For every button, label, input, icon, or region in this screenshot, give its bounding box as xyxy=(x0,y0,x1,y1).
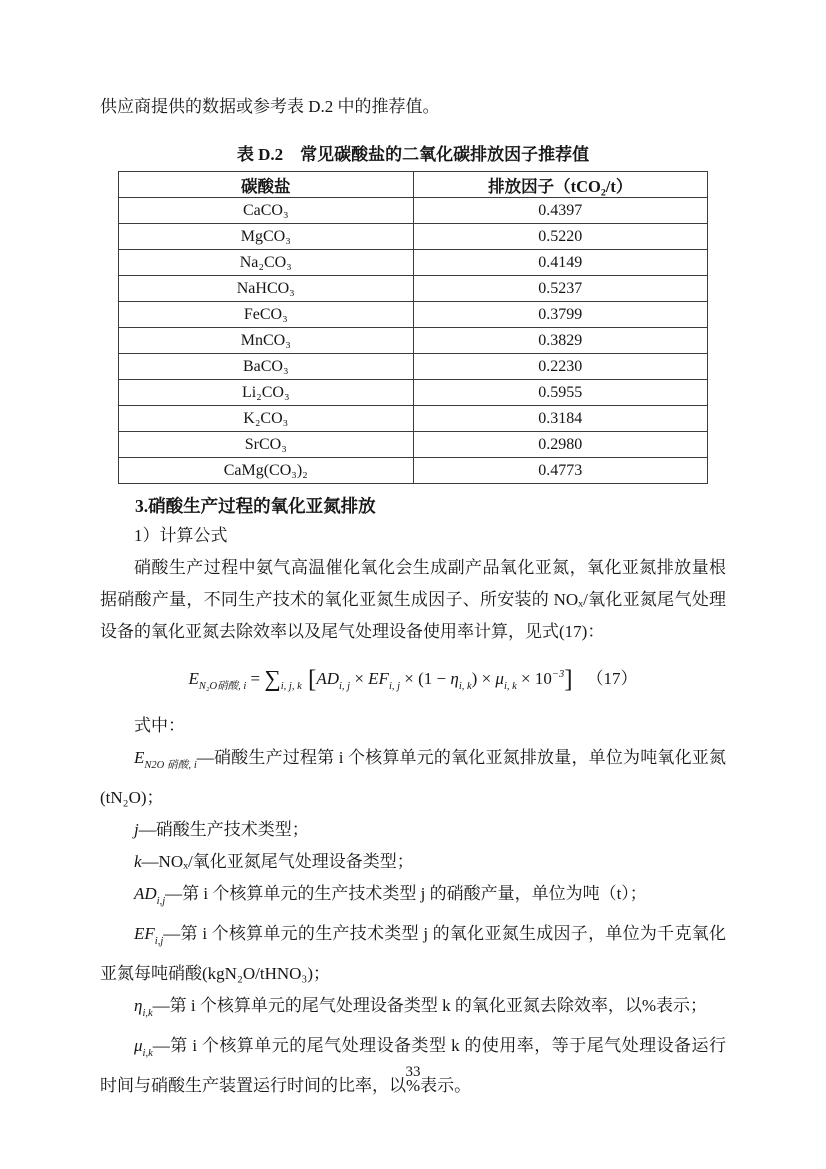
table-row xyxy=(119,302,708,328)
carbonate-cell: MgCO₃ xyxy=(119,224,414,250)
where-label: 式中： xyxy=(134,716,185,735)
factor-cell: 0.2980 xyxy=(413,432,708,458)
carbonate-cell: CaCO₃ xyxy=(119,198,414,224)
carbonate-cell: K₂CO₃ xyxy=(119,406,414,432)
table-row xyxy=(119,224,708,250)
definition-eta: $\eta_{i,k}—$第 i 个核算单元的尾气处理设备类型 k 的氧化亚氮去除效率，以%表示； xyxy=(134,996,708,1019)
factor-cell: 0.5237 xyxy=(413,276,708,302)
section-3-heading: 3.硝酸生产过程的氧化亚氮排放 xyxy=(135,496,376,516)
carbonate-cell: Li₂CO₃ xyxy=(119,380,414,406)
table-title: 表 D.2 常见碳酸盐的二氧化碳排放因子推荐值 xyxy=(236,145,590,164)
carbonate-cell: SrCO₃ xyxy=(119,432,414,458)
factor-cell: 0.5955 xyxy=(413,380,708,406)
table-row xyxy=(119,328,708,354)
table-row xyxy=(119,432,708,458)
equation-17 xyxy=(100,656,726,706)
carbonate-cell: CaMg(CO₃)₂ xyxy=(119,458,414,484)
carbonate-emission-factor-table xyxy=(118,171,708,484)
table-row xyxy=(119,276,708,302)
equation-17-expression: $E_{N_2O硝酸, i} = \sum_{i, j, k}$ $[AD_{i, j} \times EF_{i, j} \times (1 - \eta_{i, k}) \times \mu_{i, k} \times 10^{-3}]$ xyxy=(188,666,573,693)
definition-mu: $\mu_{i,k}—$第 i 个核算单元的尾气处理设备类型 k 的使用率，等于尾气处理设备运行时间与硝酸生产装置运行时间的比率，以%表示。 xyxy=(100,1036,726,1095)
table-row xyxy=(119,458,708,484)
definition-k: k—NOₓ/氧化亚氮尾气处理设备类型； xyxy=(134,852,414,871)
subheading-calculation-formula: 1）计算公式 xyxy=(134,526,228,545)
factor-cell: 0.4397 xyxy=(413,198,708,224)
factor-cell: 0.3799 xyxy=(413,302,708,328)
carbonate-cell: FeCO₃ xyxy=(119,302,414,328)
definition-ad: $AD_{i,j}—$第 i 个核算单元的生产技术类型 j 的硝酸产量，单位为吨（t）； xyxy=(134,884,647,907)
factor-cell: 0.2230 xyxy=(413,354,708,380)
table-row xyxy=(119,406,708,432)
carbonate-cell: Na₂CO₃ xyxy=(119,250,414,276)
table-row xyxy=(119,250,708,276)
factor-cell: 0.3184 xyxy=(413,406,708,432)
table-row xyxy=(119,380,708,406)
factor-cell: 0.4773 xyxy=(413,458,708,484)
factor-cell: 0.3829 xyxy=(413,328,708,354)
carbonate-cell: BaCO₃ xyxy=(119,354,414,380)
table-row xyxy=(119,354,708,380)
col-header-emission-factor: 排放因子（tCO₂/t） xyxy=(413,172,708,198)
paragraph-formula-intro: 硝酸生产过程中氨气高温催化氧化会生成副产品氧化亚氮，氧化亚氮排放量根据硝酸产量，不同生产技术的氧化亚氮生成因子、所安装的 NOₓ/氧化亚氮尾气处理设备的氧化亚氮去除效率以及尾气处理设备使用率计算，见式(17)： xyxy=(100,558,726,641)
carbonate-cell: NaHCO₃ xyxy=(119,276,414,302)
page-number: 33 xyxy=(405,1064,421,1080)
definition-j: j—硝酸生产技术类型； xyxy=(134,820,309,839)
table-row xyxy=(119,198,708,224)
factor-cell: 0.4149 xyxy=(413,250,708,276)
table-header-row xyxy=(119,172,708,198)
intro-paragraph: 供应商提供的数据或参考表 D.2 中的推荐值。 xyxy=(100,97,440,116)
equation-17-number: （17） xyxy=(586,669,638,688)
col-header-carbonate: 碳酸盐 xyxy=(119,172,414,198)
carbonate-cell: MnCO₃ xyxy=(119,328,414,354)
definition-ef: $EF_{i,j}—$第 i 个核算单元的生产技术类型 j 的氧化亚氮生成因子，单位为千克氧化亚氮每吨硝酸(kgN₂O/tHNO₃)； xyxy=(100,924,726,983)
definition-e-n2o: $E_{N2O 硝酸, i}—$硝酸生产过程第 i 个核算单元的氧化亚氮排放量，单位为吨氧化亚氮(tN₂O)； xyxy=(100,748,726,807)
factor-cell: 0.5220 xyxy=(413,224,708,250)
